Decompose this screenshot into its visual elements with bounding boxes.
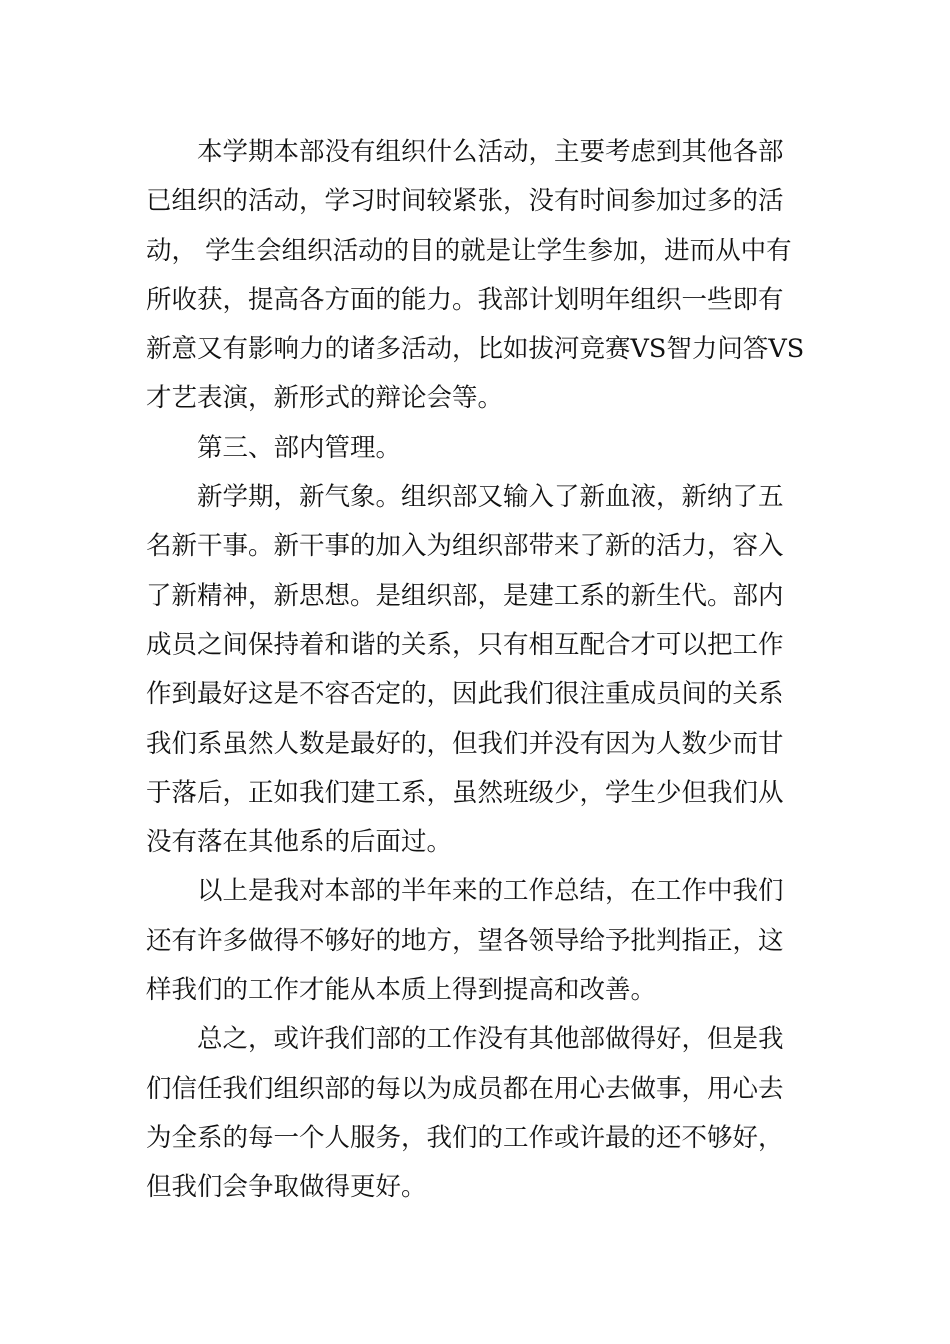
text-line: 名新干事。新干事的加入为组织部带来了新的活力，容入 <box>146 531 784 562</box>
text-line: 新学期，新气象。组织部又输入了新血液，新纳了五 <box>197 482 784 513</box>
text-line: 才艺表演，新形式的辩论会等。 <box>146 383 504 414</box>
text-line: 动， 学生会组织活动的目的就是让学生参加，进而从中有 <box>146 235 792 266</box>
text-line: 新意又有影响力的诸多活动，比如拔河竞赛VS智力问答VS <box>146 334 805 365</box>
text-line: 样我们的工作才能从本质上得到提高和改善。 <box>146 975 657 1006</box>
text-line: 本学期本部没有组织什么活动，主要考虑到其他各部 <box>197 137 784 167</box>
text-line: 们信任我们组织部的每以为成员都在用心去做事，用心去 <box>146 1073 784 1104</box>
text-line: 成员之间保持着和谐的关系，只有相互配合才可以把工作 <box>146 629 784 660</box>
text-line: 我们系虽然人数是最好的，但我们并没有因为人数少而甘 <box>146 728 784 759</box>
text-line: 所收获，提高各方面的能力。我部计划明年组织一些即有 <box>146 284 784 315</box>
text-line: 作到最好这是不容否定的，因此我们很注重成员间的关系 <box>146 679 784 710</box>
text-line: 以上是我对本部的半年来的工作总结，在工作中我们 <box>197 876 784 907</box>
text-line: 于落后，正如我们建工系，虽然班级少，学生少但我们从 <box>146 777 784 808</box>
text-line: 为全系的每一个人服务，我们的工作或许最的还不够好， <box>146 1122 784 1153</box>
text-line: 但我们会争取做得更好。 <box>146 1172 427 1203</box>
text-line: 没有落在其他系的后面过。 <box>146 827 453 858</box>
text-line: 了新精神，新思想。是组织部，是建工系的新生代。部内 <box>146 580 784 611</box>
text-line: 还有许多做得不够好的地方，望各领导给予批判指正，这 <box>146 925 784 956</box>
document-body <box>146 128 806 1213</box>
text-line: 第三、部内管理。 <box>197 432 402 463</box>
text-line: 总之，或许我们部的工作没有其他部做得好，但是我 <box>197 1024 784 1055</box>
text-line: 已组织的活动，学习时间较紧张，没有时间参加过多的活 <box>146 186 784 217</box>
